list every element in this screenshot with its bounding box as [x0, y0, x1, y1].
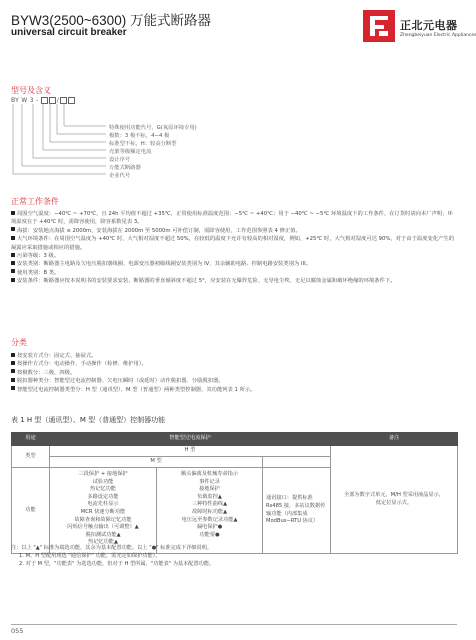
- bullet-square-icon: [11, 253, 15, 257]
- function-item: 三种特性曲线▲: [191, 501, 228, 508]
- function-item: 电压远至参数记录功能▲: [181, 516, 238, 523]
- model-heading: 型号及含义: [11, 86, 51, 95]
- function-item: 多路设定功能: [87, 493, 119, 500]
- note-line: 1. M、H 型配用现选 "通信保护" 功能，需光定如保护功能）。: [19, 553, 161, 559]
- list-item: 海拔：安装地点海拔 ≤ 2000m，安装海拔在 2000m 至 5000m 可补偿订制，需降容使用，工作范围参照表 4 修正值。: [11, 227, 457, 235]
- bullet-square-icon: [11, 227, 15, 231]
- table-header-cell: 用途: [12, 433, 50, 446]
- bullet-square-icon: [11, 353, 15, 357]
- function-item: 热记忆功能▲: [88, 539, 118, 546]
- table-row: [12, 446, 458, 457]
- table-cell-function-list-a: [50, 468, 157, 554]
- model-item: 标准型不标，H：较高分断型: [109, 141, 177, 147]
- function-item: 电流光柱显示: [87, 501, 119, 508]
- model-code-tree: [0, 0, 468, 200]
- model-item: 设计序号: [109, 157, 131, 163]
- list-item: 按操作方式分：电动操作、手动操作（检修、维护用）。: [11, 360, 457, 368]
- list-item: 安装条件：断路器应按本说明书的安装要求安装，断路器的垂直倾斜度不超过 5°，应安装在无爆炸危险、无导电尘埃、无足以腐蚀金属和破坏绝缘的环境条件下。: [11, 277, 457, 285]
- list-item: 大气环境条件：在周围空气温度为 +40℃ 时，大气相对湿度不超过 50%，在较低的温度下允许有较高的相对湿度，例如，+25℃ 时，大气相对湿度可达 90%，对于由于温度变化产生的凝露应采取措施或相应的措施。: [11, 236, 455, 251]
- list-item: 污染等级：3 级。: [11, 252, 457, 260]
- model-item: 企业代号: [109, 173, 131, 179]
- table-caption: 表 1 H 型（通讯型）、M 型（普通型）控制器功能: [11, 416, 166, 424]
- function-item: 试验功能: [92, 478, 114, 485]
- table-header-row: [12, 433, 458, 446]
- bullet-square-icon: [11, 361, 15, 365]
- model-item: 极数：3 极不标，4−4 极: [109, 133, 170, 139]
- function-item: 故障时标功能▲: [191, 508, 228, 515]
- function-item: MCR 快速分断功能: [80, 508, 126, 515]
- table-header-cell: 备注: [331, 433, 458, 446]
- function-item: 故障查询和故障记忆功能: [74, 516, 132, 523]
- bullet-square-icon: [11, 236, 15, 240]
- list-item: 按极数分：三极、四极。: [11, 369, 457, 377]
- list-item: 按安装方式分：固定式、抽屉式。: [11, 352, 457, 360]
- table-cell-function-comm: 通讯接口：提供标准 Rs485 接，多站议数据传输功能（内部集成 ModBus−RTU 协议）: [263, 468, 331, 554]
- list-item: 智能型过电流控制器类型分：H 型（通讯型）、M 型（普通型）两种类型控制器，其功能列表 1 所示。: [11, 386, 457, 394]
- table-cell-function: 功能: [12, 468, 50, 554]
- list-item: 安装类别：断路器主电路及欠电压脱扣器线圈、电源变压器初级线圈安装类别为 IV，其余辅助电路、控制电路安装类别为 III。: [11, 260, 457, 268]
- classification-list: [11, 352, 457, 394]
- bullet-square-icon: [11, 369, 15, 373]
- function-item: 脱扣测试功能▲: [85, 531, 121, 538]
- model-item: 特殊使用功能代号，G(氧原环境专用): [109, 125, 197, 131]
- list-item: 脱扣器种类分：智能型过电流控制器、欠电压瞬时（或延时）动作脱扣器、分励脱扣器。: [11, 377, 457, 385]
- page-subtitle: universal circuit breaker: [11, 27, 127, 38]
- table-header-cell: 智能型过电流保护: [50, 433, 331, 446]
- footer-divider: [11, 624, 457, 625]
- table-cell-type: 类型: [12, 446, 50, 468]
- model-item: 万能式断路器: [109, 165, 141, 171]
- bullet-square-icon: [11, 378, 15, 382]
- function-item: 事件记录: [199, 478, 220, 485]
- table-cell-function-list-b: [157, 468, 263, 554]
- brand-name-en: Zhengbeiyuan Electric Appliances: [400, 33, 476, 38]
- page-title: BYW3(2500~6300) 万能式断路器: [11, 13, 211, 28]
- function-table: [11, 432, 458, 554]
- function-item: 功能要●: [199, 531, 220, 538]
- function-item: 漏电保护●: [196, 524, 223, 531]
- function-item: 热记忆功能: [90, 486, 116, 493]
- function-item: 额头偏离及机械寿命指示: [180, 471, 239, 477]
- table-notes: [11, 544, 457, 568]
- bullet-square-icon: [11, 386, 15, 390]
- table-cell-m-type: M 型: [50, 457, 263, 468]
- classification-heading: 分类: [11, 338, 27, 347]
- list-item: 周围空气温度：−40℃ ~ +70℃，且 24h 平均值不超过 +35℃，正常使用标准温度范围：−5℃ ~ +40℃；用于 −40℃ ~ −5℃ 环境温度下的工作条件，在订货时请向本厂声明；环境温度在于 +40℃ 时，需降容使用，降容系数见表 3。: [11, 211, 453, 226]
- function-item: 闪烁信号触点输出（可调整）▲: [67, 524, 139, 531]
- model-item: 壳架等级额定电流: [109, 149, 152, 155]
- brand-name-cn: 正北元电器: [400, 19, 458, 32]
- function-item: 接地保护: [199, 486, 220, 493]
- note-line: 2. 对于 M 型，"功能表" 为选选功能，但对于 H 型所属，"功能表" 为基本配置功能。: [19, 561, 215, 567]
- page-number: 055: [11, 627, 24, 635]
- list-item: 使用类别：B 类。: [11, 269, 457, 277]
- table-cell-remark: 全部为数字式单元，M/H 型采用液晶显示，低定位显示式。: [331, 446, 458, 554]
- note-line: 注：以上 "▲" 标准为端选功能，其余为基本配置功能。以上 "●" 标准完成下详细说明。: [11, 545, 213, 551]
- model-code-prefix: BY W 3 -: [11, 97, 39, 104]
- table-cell-h-type: H 型: [50, 446, 331, 457]
- conditions-heading: 正常工作条件: [11, 197, 59, 206]
- bullet-square-icon: [11, 261, 15, 265]
- model-code-slash: /: [56, 97, 60, 104]
- bullet-square-icon: [11, 211, 15, 215]
- bullet-square-icon: [11, 278, 15, 282]
- bullet-square-icon: [11, 269, 15, 273]
- conditions-list: [11, 210, 457, 286]
- function-item: 负载监控▲: [197, 493, 222, 500]
- function-item: 三段保护 + 接地保护: [78, 471, 128, 477]
- table-cell-empty: [263, 457, 331, 468]
